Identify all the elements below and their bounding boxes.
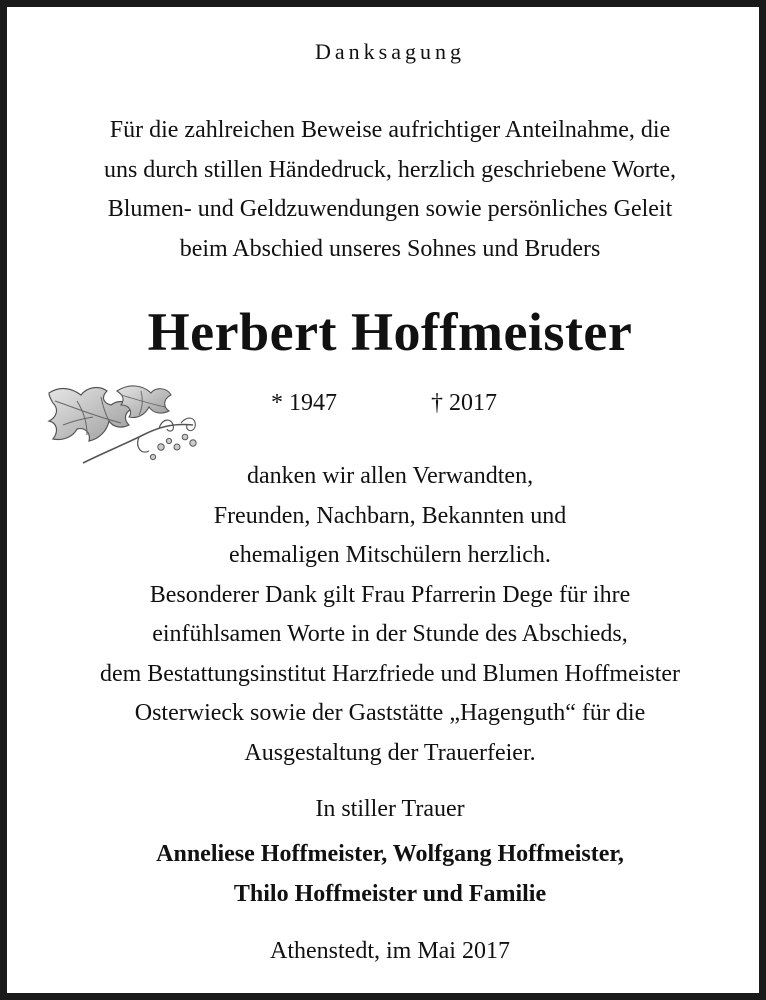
- intro-text: [7, 111, 766, 269]
- body-line: Besonderer Dank gilt Frau Pfarrerin Dege für ihre: [149, 581, 631, 608]
- family-line: Thilo Hoffmeister und Familie: [233, 881, 547, 907]
- notice-heading: Danksagung: [315, 39, 465, 64]
- body-line: dem Bestattungsinstitut Harzfriede und Blumen Hoffmeister: [99, 660, 681, 687]
- body-line: Freunden, Nachbarn, Bekannten und: [213, 502, 567, 529]
- body-line: danken wir allen Verwandten,: [246, 463, 534, 489]
- mourning-label: In stiller Trauer: [315, 796, 465, 822]
- body-line: Osterwieck sowie der Gaststätte „Hagenguth“ für die: [134, 700, 646, 726]
- family-names: [7, 834, 766, 914]
- death-year: † 2017: [431, 390, 497, 416]
- thanks-text: [7, 457, 766, 773]
- intro-line: Blumen- und Geldzuwendungen sowie persönliches Geleit: [107, 196, 673, 222]
- family-line: Anneliese Hoffmeister, Wolfgang Hoffmeister,: [156, 841, 624, 867]
- body-line: ehemaligen Mitschülern herzlich.: [229, 542, 551, 568]
- deceased-name: Herbert Hoffmeister: [147, 302, 633, 362]
- body-line: Ausgestaltung der Trauerfeier.: [244, 739, 536, 766]
- place-date: Athenstedt, im Mai 2017: [270, 938, 510, 964]
- body-line: einfühlsamen Worte in der Stunde des Abschieds,: [152, 621, 628, 647]
- intro-line: beim Abschied unseres Sohnes und Bruders: [179, 235, 601, 262]
- intro-line: Für die zahlreichen Beweise aufrichtiger Anteilnahme, die: [109, 117, 671, 143]
- intro-line: uns durch stillen Händedruck, herzlich geschriebene Worte,: [103, 156, 677, 183]
- birth-year: * 1947: [271, 390, 337, 416]
